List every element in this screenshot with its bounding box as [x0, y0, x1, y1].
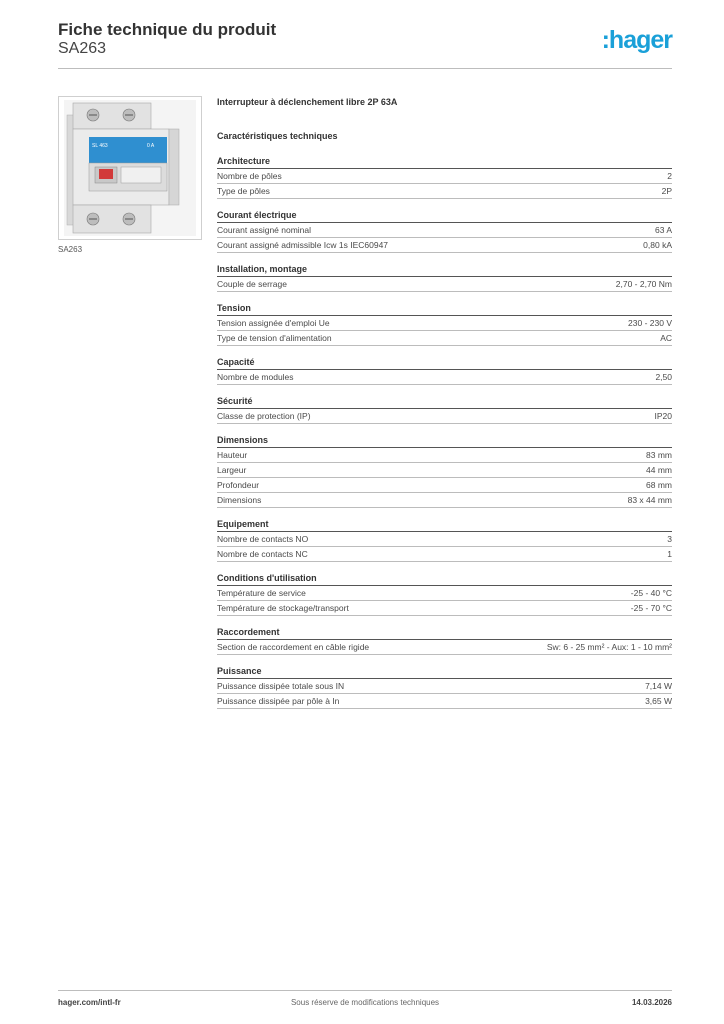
- spec-row: [217, 370, 672, 385]
- spec-value: IP20: [654, 411, 672, 421]
- spec-value: 1: [667, 549, 672, 559]
- spec-row: [217, 238, 672, 253]
- spec-value: 83 mm: [646, 450, 672, 460]
- spec-row: [217, 223, 672, 238]
- spec-row: [217, 586, 672, 601]
- spec-row: [217, 601, 672, 616]
- spec-sections: [217, 155, 672, 709]
- spec-value: 63 A: [654, 225, 672, 235]
- spec-label: Nombre de modules: [217, 372, 294, 382]
- spec-value: -25 - 70 °C: [630, 603, 672, 613]
- spec-label: Température de stockage/transport: [217, 603, 349, 613]
- spec-value: 2: [667, 171, 672, 181]
- spec-value: 44 mm: [646, 465, 672, 475]
- spec-section: [217, 626, 672, 655]
- spec-label: Nombre de contacts NC: [217, 549, 308, 559]
- spec-label: Nombre de pôles: [217, 171, 282, 181]
- spec-value: 2P: [661, 186, 672, 196]
- spec-label: Courant assigné nominal: [217, 225, 312, 235]
- spec-section: [217, 302, 672, 346]
- spec-value: 68 mm: [646, 480, 672, 490]
- spec-value: 2,50: [655, 372, 672, 382]
- spec-section: [217, 434, 672, 508]
- spec-value: 0,80 kA: [643, 240, 672, 250]
- header-divider: [58, 68, 672, 69]
- spec-label: Profondeur: [217, 480, 260, 490]
- spec-label: Température de service: [217, 588, 306, 598]
- section-title: Conditions d'utilisation: [217, 572, 672, 586]
- spec-label: Section de raccordement en câble rigide: [217, 642, 370, 652]
- spec-section: [217, 665, 672, 709]
- footer-url[interactable]: hager.com/intl-fr: [58, 998, 121, 1007]
- spec-row: [217, 478, 672, 493]
- spec-row: [217, 493, 672, 508]
- product-name: Interrupteur à déclenchement libre 2P 63A: [217, 97, 398, 107]
- spec-row: [217, 448, 672, 463]
- spec-section: [217, 356, 672, 385]
- section-title: Capacité: [217, 356, 672, 370]
- section-title: Puissance: [217, 665, 672, 679]
- spec-label: Tension assignée d'emploi Ue: [217, 318, 330, 328]
- footer-divider: [58, 990, 672, 991]
- spec-label: Classe de protection (IP): [217, 411, 311, 421]
- section-title: Architecture: [217, 155, 672, 169]
- spec-row: [217, 169, 672, 184]
- spec-label: Nombre de contacts NO: [217, 534, 309, 544]
- spec-label: Dimensions: [217, 495, 262, 505]
- spec-row: [217, 640, 672, 655]
- spec-row: [217, 679, 672, 694]
- spec-value: 3,65 W: [645, 696, 672, 706]
- product-image: [58, 96, 202, 240]
- section-title: Dimensions: [217, 434, 672, 448]
- spec-row: [217, 694, 672, 709]
- spec-label: Type de pôles: [217, 186, 270, 196]
- spec-section: [217, 209, 672, 253]
- spec-section: [217, 155, 672, 199]
- spec-section: [217, 263, 672, 292]
- section-title: Courant électrique: [217, 209, 672, 223]
- spec-value: 83 x 44 mm: [627, 495, 672, 505]
- spec-label: Couple de serrage: [217, 279, 287, 289]
- spec-row: [217, 316, 672, 331]
- circuit-breaker-illustration: [59, 97, 201, 239]
- spec-row: [217, 409, 672, 424]
- product-reference: SA263: [58, 40, 107, 57]
- section-title: Tension: [217, 302, 672, 316]
- spec-value: Sw: 6 - 25 mm² - Aux: 1 - 10 mm²: [546, 642, 672, 652]
- page-title: Fiche technique du produit: [58, 20, 277, 39]
- spec-content: [217, 96, 672, 719]
- product-image-caption: SA263: [58, 245, 83, 254]
- spec-label: Hauteur: [217, 450, 248, 460]
- section-title: Equipement: [217, 518, 672, 532]
- section-title: Sécurité: [217, 395, 672, 409]
- spec-value: 7,14 W: [645, 681, 672, 691]
- page-header: [58, 20, 672, 58]
- technical-characteristics-heading: Caractéristiques techniques: [217, 131, 338, 141]
- spec-value: 3: [667, 534, 672, 544]
- spec-row: [217, 532, 672, 547]
- spec-row: [217, 331, 672, 346]
- section-title: Raccordement: [217, 626, 672, 640]
- spec-value: -25 - 40 °C: [630, 588, 672, 598]
- spec-section: [217, 572, 672, 616]
- hager-logo: :hager: [601, 26, 672, 54]
- device-label-left: SL 463: [92, 143, 108, 149]
- spec-value: 230 - 230 V: [628, 318, 672, 328]
- section-title: Installation, montage: [217, 263, 672, 277]
- spec-row: [217, 277, 672, 292]
- footer-disclaimer: Sous réserve de modifications techniques: [290, 998, 440, 1007]
- spec-label: Largeur: [217, 465, 247, 475]
- spec-section: [217, 518, 672, 562]
- spec-row: [217, 547, 672, 562]
- device-label-right: 0 A: [147, 143, 155, 149]
- spec-row: [217, 463, 672, 478]
- spec-value: 2,70 - 2,70 Nm: [615, 279, 672, 289]
- spec-label: Courant assigné admissible Icw 1s IEC60947: [217, 240, 389, 250]
- spec-label: Puissance dissipée par pôle à In: [217, 696, 340, 706]
- footer-date: 14.03.2026: [631, 998, 672, 1007]
- spec-value: AC: [660, 333, 672, 343]
- spec-section: [217, 395, 672, 424]
- spec-label: Puissance dissipée totale sous IN: [217, 681, 345, 691]
- page-footer: [58, 998, 672, 1010]
- spec-label: Type de tension d'alimentation: [217, 333, 332, 343]
- spec-row: [217, 184, 672, 199]
